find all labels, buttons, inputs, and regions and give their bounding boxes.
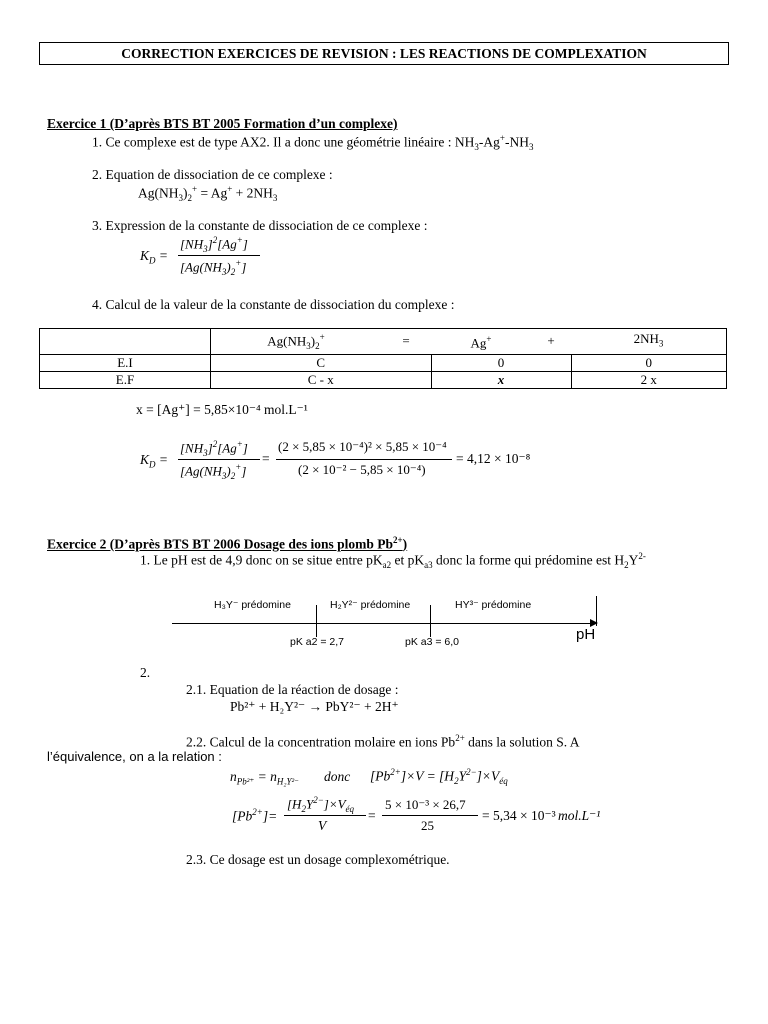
- x-value-line: x = [Ag⁺] = 5,85×10⁻⁴ mol.L⁻¹: [136, 402, 308, 417]
- pka2-tick: [316, 605, 317, 637]
- table-row: E.I C 0 0: [40, 354, 727, 371]
- ex2-q1: 1. Le pH est de 4,9 donc on se situe entre $pK_{a2}$ et $pK_{a3}$ donc la forme qui prédomine est $H_2Y^{2-}$: [140, 551, 646, 571]
- table-row: E.F C - x x 2 x: [40, 371, 727, 388]
- kd-value-bar: [276, 459, 452, 460]
- ex1-q3: 3. Expression de la constante de dissociation de ce complexe :: [92, 218, 428, 233]
- donc-word: donc: [324, 769, 351, 784]
- zone2-label: H₂Y²⁻ prédomine: [330, 599, 411, 611]
- calc-formula-numerator: $[H_2Y^{2-}]\times V_{éq}$: [287, 795, 355, 814]
- calc-formula-bar: [284, 815, 366, 816]
- calc-denominator: 25: [421, 818, 434, 833]
- pka2-label: pK a2 = 2,7: [290, 636, 345, 648]
- ex2-q21: 2.1. Equation de la réaction de dosage :: [186, 682, 399, 697]
- equivalence-relation: $[Pb^{2+}]\times V = [H_2Y^{2-}]\times V_{éq}$: [370, 767, 508, 787]
- exercise1-heading: Exercice 1 (D’après BTS BT 2005 Formation d’un complexe): [47, 116, 398, 131]
- ex1-q1: 1. Ce complexe est de type AX2. Il a donc une géométrie linéaire : $NH_3-Ag^+-NH_3$: [92, 133, 534, 153]
- kd-result: = 4,12 × 10⁻⁸: [456, 451, 531, 466]
- reaction-table: [39, 328, 727, 389]
- equals-sign-2: =: [368, 808, 376, 823]
- kd-fraction-bar: [178, 255, 260, 256]
- kd-value-denominator: (2 × 10⁻² − 5,85 × 10⁻⁴): [298, 462, 426, 477]
- pka3-tick: [430, 605, 431, 637]
- exercise2-heading: Exercice 2 (D’après BTS BT 2006 Dosage des ions plomb $Pb^{2+}$): [47, 535, 408, 552]
- pka3-label: pK a3 = 6,0: [405, 636, 460, 648]
- kd-calc-denominator: $[Ag(NH_3)_2^+]$: [180, 462, 247, 481]
- calc-unit: mol.L⁻¹: [558, 808, 601, 823]
- ex1-q4: 4. Calcul de la valeur de la constante de dissociation du complexe :: [92, 297, 455, 312]
- kd-calc-numerator: $[NH_3]^2[Ag^+]$: [180, 439, 248, 458]
- zone1-label: H₃Y⁻ prédomine: [214, 599, 291, 611]
- ph-axis: [172, 623, 596, 624]
- calc-bar: [382, 815, 478, 816]
- ex1-q2: 2. Equation de dissociation de ce complexe :: [92, 167, 333, 182]
- ex1-q2-equation: $Ag(NH_3)_2^+ = Ag^+ + 2NH_3$: [138, 184, 278, 204]
- kd-numerator: $[NH_3]^2[Ag^+]$: [180, 235, 248, 254]
- kd-calc-symbol: $K_D$ =: [140, 452, 169, 470]
- ex2-q22-line2: l’équivalence, on a la relation :: [47, 749, 222, 764]
- axis-end-tick: [596, 596, 597, 626]
- table-row: $Ag(NH_3)_2^+$ = Ag+ + $2NH_3$: [40, 329, 727, 355]
- ex2-q23: 2.3. Ce dosage est un dosage complexométrique.: [186, 852, 450, 867]
- calc-numerator: 5 × 10⁻³ × 26,7: [385, 797, 466, 812]
- ph-axis-label: pH: [576, 626, 596, 643]
- calc-formula-denominator: V: [318, 818, 327, 833]
- moles-relation: $n_{Pb^{2+}} = n_{H_2Y^{2-}}$: [230, 769, 299, 787]
- kd-symbol: $K_D$ =: [140, 248, 169, 266]
- equals-sign: =: [262, 451, 270, 466]
- ex2-q22: 2.2. Calcul de la concentration molaire en ions $Pb^{2+}$ dans la solution S. A: [186, 733, 580, 750]
- page-title: CORRECTION EXERCICES DE REVISION : LES REACTIONS DE COMPLEXATION: [39, 42, 729, 65]
- calc-result: = 5,34 × 10⁻³: [482, 808, 556, 823]
- pb-concentration: $[Pb^{2+}]=$: [232, 807, 278, 824]
- kd-value-numerator: (2 × 5,85 × 10⁻⁴)² × 5,85 × 10⁻⁴: [278, 439, 447, 454]
- ex2-q21-equation: Pb²⁺ + H₂Y²⁻ → PbY²⁻ + 2H⁺: [230, 699, 399, 714]
- ex2-q2: 2.: [140, 665, 151, 680]
- kd-calc-bar: [178, 459, 260, 460]
- zone3-label: HY³⁻ prédomine: [455, 599, 532, 611]
- kd-denominator: $[Ag(NH_3)_2^+]$: [180, 258, 247, 277]
